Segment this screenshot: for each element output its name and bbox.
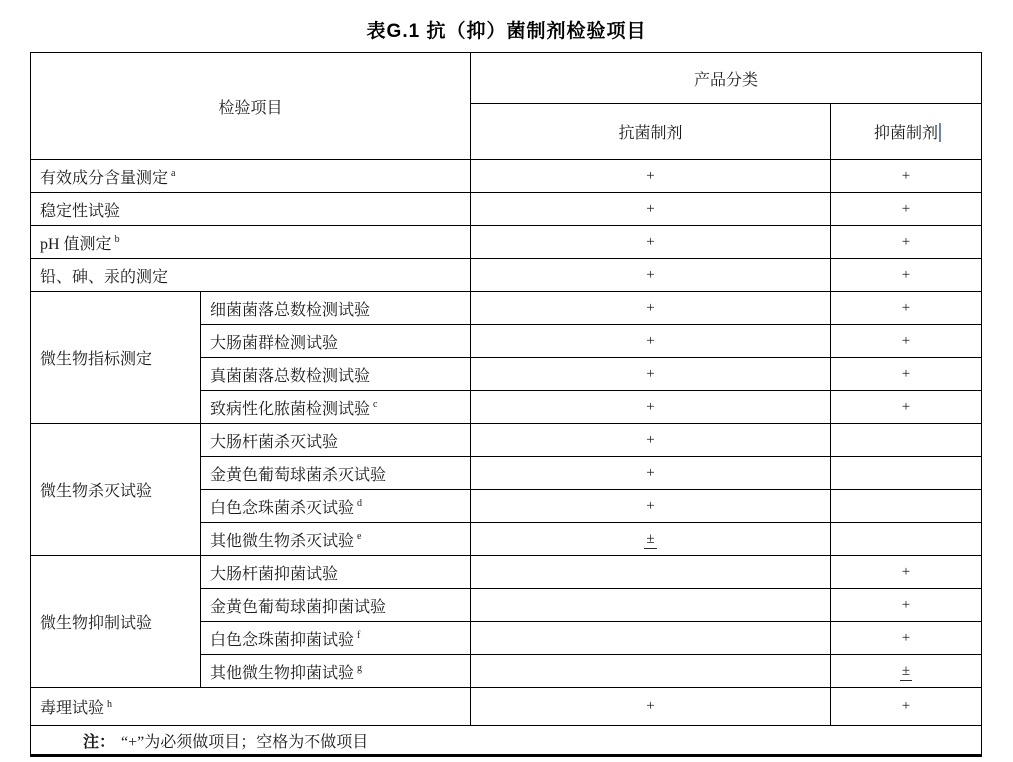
table-row <box>31 688 982 726</box>
mark-cell-bacteriostatic: + <box>831 292 982 325</box>
mark-cell-bacteriostatic: + <box>831 358 982 391</box>
item-cell: 致病性化脓菌检测试验 $^c$ <box>201 391 471 424</box>
group-label-cell: 微生物抑制试验 <box>31 556 201 688</box>
mark-cell-antibacterial: + <box>471 160 831 193</box>
table-row <box>31 726 982 756</box>
item-cell: 其他微生物杀灭试验 $^e$ <box>201 523 471 556</box>
table-row <box>31 193 982 226</box>
mark-cell-antibacterial: + <box>471 292 831 325</box>
inspection-table <box>30 52 982 757</box>
item-cell: 真菌菌落总数检测试验 <box>201 358 471 391</box>
mark-cell-bacteriostatic: + <box>831 589 982 622</box>
text-cursor <box>939 123 941 142</box>
mark-cell-bacteriostatic: + <box>831 259 982 292</box>
mark-cell-bacteriostatic <box>831 490 982 523</box>
mark-cell-bacteriostatic: + <box>831 556 982 589</box>
optional-mark: ± <box>646 530 655 547</box>
item-cell: 铅、砷、汞的测定 <box>31 259 471 292</box>
mark-cell-bacteriostatic <box>831 655 982 688</box>
mark-cell-bacteriostatic: + <box>831 688 982 726</box>
mark-cell-antibacterial <box>471 556 831 589</box>
table-row <box>31 160 982 193</box>
footnote-marker: h <box>107 698 113 710</box>
item-cell: pH 值测定 $^b$ <box>31 226 471 259</box>
footnote-marker: f <box>357 630 361 642</box>
mark-cell-bacteriostatic: + <box>831 622 982 655</box>
mark-cell-antibacterial: + <box>471 358 831 391</box>
mark-cell-bacteriostatic <box>831 457 982 490</box>
mark-cell-bacteriostatic <box>831 523 982 556</box>
footnote-marker: g <box>357 663 363 675</box>
mark-cell-antibacterial <box>471 523 831 556</box>
table-row <box>31 424 982 457</box>
header-inspection-items: 检验项目 <box>31 53 471 160</box>
mark-cell-bacteriostatic: + <box>831 226 982 259</box>
table-row <box>31 226 982 259</box>
header-product-category: 产品分类 <box>471 53 982 104</box>
table-row <box>31 292 982 325</box>
footnote-marker: d <box>357 498 363 510</box>
item-cell: 金黄色葡萄球菌杀灭试验 <box>201 457 471 490</box>
mark-cell-antibacterial: + <box>471 259 831 292</box>
mark-cell-antibacterial: + <box>471 424 831 457</box>
footnote-marker: a <box>171 168 176 180</box>
group-label-cell: 微生物杀灭试验 <box>31 424 201 556</box>
mark-cell-bacteriostatic: + <box>831 193 982 226</box>
mark-cell-antibacterial: + <box>471 457 831 490</box>
mark-cell-antibacterial <box>471 589 831 622</box>
mark-cell-antibacterial: + <box>471 325 831 358</box>
mark-cell-antibacterial: + <box>471 391 831 424</box>
item-cell: 细菌菌落总数检测试验 <box>201 292 471 325</box>
mark-cell-bacteriostatic: + <box>831 391 982 424</box>
mark-cell-antibacterial: + <box>471 490 831 523</box>
mark-cell-antibacterial <box>471 655 831 688</box>
mark-cell-antibacterial: + <box>471 688 831 726</box>
mark-cell-antibacterial: + <box>471 193 831 226</box>
optional-mark: ± <box>901 662 911 679</box>
table-body <box>31 160 982 756</box>
item-cell: 毒理试验 $^h$ <box>31 688 471 726</box>
item-cell: 金黄色葡萄球菌抑菌试验 <box>201 589 471 622</box>
header-bacteriostatic: 抑菌制剂 <box>831 104 982 160</box>
item-cell: 其他微生物抑菌试验 $^g$ <box>201 655 471 688</box>
note-cell: 注： “+”为必须做项目；空格为不做项目 <box>31 726 982 756</box>
item-cell: 大肠菌群检测试验 <box>201 325 471 358</box>
footnote-marker: b <box>114 234 120 246</box>
mark-cell-bacteriostatic: + <box>831 160 982 193</box>
header-antibacterial: 抗菌制剂 <box>471 104 831 160</box>
item-cell: 稳定性试验 <box>31 193 471 226</box>
header-row-1 <box>31 53 982 104</box>
group-label-cell: 微生物指标测定 <box>31 292 201 424</box>
mark-cell-bacteriostatic: + <box>831 325 982 358</box>
item-cell: 大肠杆菌抑菌试验 <box>201 556 471 589</box>
item-cell: 白色念珠菌抑菌试验 $^f$ <box>201 622 471 655</box>
note-prefix: 注： <box>83 733 116 751</box>
item-cell: 有效成分含量测定 $^a$ <box>31 160 471 193</box>
item-cell: 大肠杆菌杀灭试验 <box>201 424 471 457</box>
mark-cell-bacteriostatic <box>831 424 982 457</box>
mark-cell-antibacterial: + <box>471 226 831 259</box>
item-cell: 白色念珠菌杀灭试验 $^d$ <box>201 490 471 523</box>
table-row <box>31 556 982 589</box>
mark-cell-antibacterial <box>471 622 831 655</box>
footnote-marker: c <box>373 399 378 411</box>
page-title: 表G.1 抗（抑）菌制剂检验项目 <box>366 21 647 42</box>
table-row <box>31 259 982 292</box>
footnote-marker: e <box>357 531 362 543</box>
